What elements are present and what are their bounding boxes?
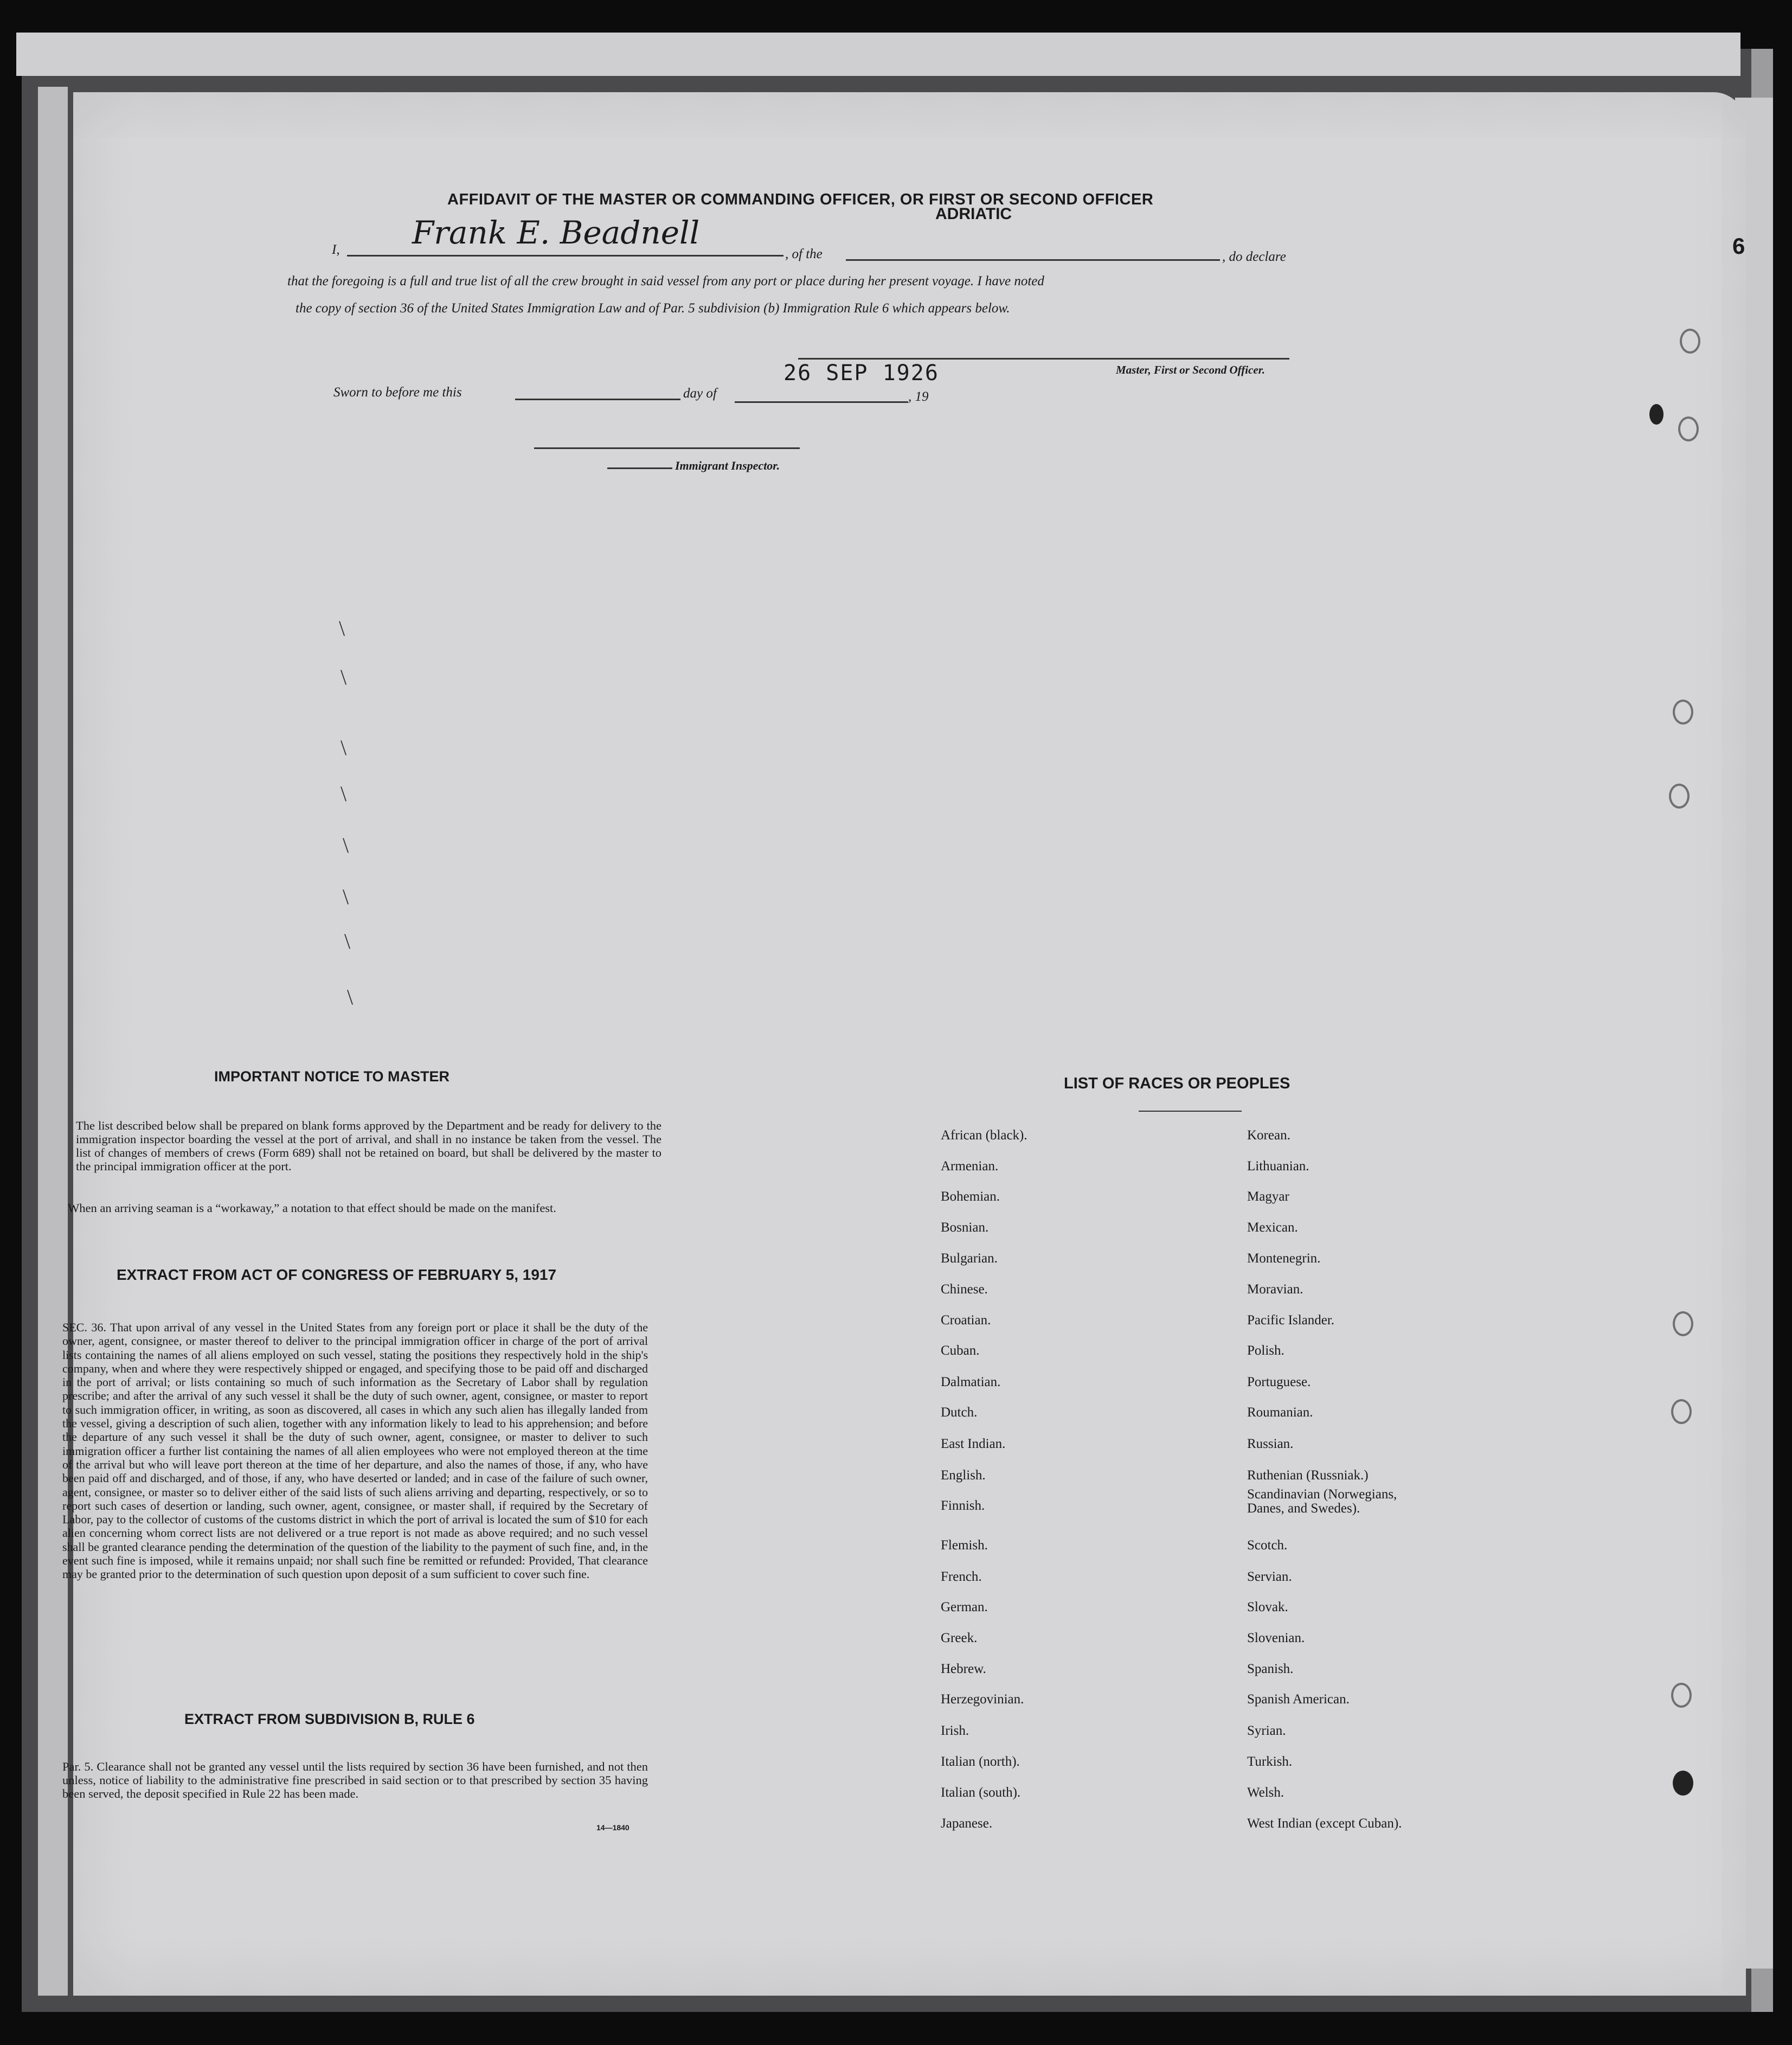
- races-left-item: Irish.: [941, 1723, 969, 1738]
- punch-hole: [1671, 1399, 1692, 1424]
- form-number: 14—1840: [596, 1823, 630, 1832]
- punch-hole: [1673, 1771, 1693, 1796]
- affidavit-line-3: the copy of section 36 of the United States Immigration Law and of Par. 5 subdivision (b) Immigration Rule 6 which appears below.: [296, 301, 1010, 316]
- rule-extract-text: Par. 5. Clearance shall not be granted any vessel until the lists required by section 36 have been furnished, and not then unless, notice of liability to the administrative fine prescribed in said section or to that prescribed by section 35 having been served, the deposit specified in Rule 22 has been made.: [62, 1760, 648, 1800]
- races-right-item: Spanish.: [1247, 1662, 1294, 1676]
- races-right-item: Lithuanian.: [1247, 1159, 1309, 1174]
- year-label: , 19: [908, 389, 929, 404]
- declare-label: , do declare: [1222, 249, 1286, 264]
- punch-hole: [1669, 784, 1690, 809]
- top-paper-edge: [16, 33, 1740, 76]
- races-right-item: Portuguese.: [1247, 1375, 1311, 1389]
- races-right-item: Ruthenian (Russniak.): [1247, 1468, 1369, 1483]
- date-stamp: 26 SEP 1926: [783, 361, 939, 386]
- sworn-label: Sworn to before me this: [333, 385, 462, 400]
- races-left-item: Finnish.: [941, 1498, 985, 1513]
- races-left-item: French.: [941, 1569, 982, 1584]
- races-left-item: English.: [941, 1468, 986, 1483]
- races-right-item: Spanish American.: [1247, 1692, 1350, 1707]
- races-left-item: Bosnian.: [941, 1220, 989, 1235]
- races-right-item: Pacific Islander.: [1247, 1313, 1335, 1328]
- races-title-rule: [1139, 1111, 1242, 1112]
- inspector-dash: [607, 467, 672, 469]
- races-left-item: Japanese.: [941, 1816, 993, 1831]
- check-mark: \: [343, 833, 349, 857]
- sworn-day-line: [515, 399, 680, 400]
- races-right-item: Scandinavian (Norwegians, Danes, and Swedes).: [1247, 1487, 1397, 1516]
- races-left-item: Bohemian.: [941, 1189, 1000, 1204]
- act-extract-text: SEC. 36. That upon arrival of any vessel in the United States from any foreign port or place it shall be the duty of the owner, agent, consignee, or master thereof to deliver to the principal immigration officer in charge of the port of arrival lists containing the names of all aliens employed on such vessel, stating the positions they respectively hold in the ship's company, when and where they were respectively shipped or engaged, and specifying those to be paid off and discharged in the port of arrival; or lists containing so much of such information as the Secretary of Labor shall by regulation prescribe; and after the arrival of any such vessel it shall be the duty of such owner, agent, consignee, or master to report to such immigration officer, in writing, as soon as discovered, all cases in which any such alien has illegally landed from the vessel, giving a description of such alien, together with any information likely to lead to his apprehension; and before the departure of any such vessel it shall be the duty of such owner, agent, consignee, or master to deliver to such immigration officer a further list containing the names of all alien employees who were not employed thereon at the time of the arrival but who will leave port thereon at the time of her departure, and also the names of those, if any, who have been paid off and discharged, and of those, if any, who have deserted or landed; and in case of the failure of such owner, agent, consignee, or master so to deliver either of the said lists of such aliens arriving and departing, respectively, or so to report such cases of desertion or landing, such owner, agent, consignee, or master shall, if required by the Secretary of Labor, pay to the collector of customs of the customs district in which the port of arrival is located the sum of $10 for each alien concerning whom correct lists are not delivered or a true report is not made as above required; and no such vessel shall be granted clearance pending the determination of the question of the liability to the payment of such fine, and, in the event such fine is imposed, while it remains unpaid; nor shall such fine be remitted or refunded: Provided, That clearance may be granted prior to the determination of such question upon deposit of a sum sufficient to cover such fine.: [62, 1320, 648, 1581]
- master-label: Master, First or Second Officer.: [1116, 363, 1265, 376]
- races-left-item: German.: [941, 1600, 988, 1614]
- punch-hole: [1649, 404, 1663, 425]
- races-left-item: Croatian.: [941, 1313, 991, 1328]
- races-left-item: Bulgarian.: [941, 1251, 998, 1266]
- check-mark: \: [344, 929, 351, 953]
- rule-extract-title: EXTRACT FROM SUBDIVISION B, RULE 6: [184, 1711, 475, 1727]
- notice-title: IMPORTANT NOTICE TO MASTER: [214, 1068, 449, 1085]
- races-right-item: West Indian (except Cuban).: [1247, 1816, 1402, 1831]
- races-left-item: Greek.: [941, 1631, 978, 1645]
- races-left-item: Hebrew.: [941, 1662, 986, 1676]
- races-left-item: Cuban.: [941, 1343, 980, 1358]
- left-paper-edge: [38, 87, 68, 1996]
- races-left-item: Armenian.: [941, 1159, 999, 1174]
- races-left-item: East Indian.: [941, 1437, 1006, 1451]
- races-right-item: Magyar: [1247, 1189, 1289, 1204]
- of-the-label: , of the: [785, 247, 823, 261]
- notice-paragraph-2: When an arriving seaman is a “workaway,” a notation to that effect should be made on the manifest.: [68, 1201, 556, 1215]
- races-left-item: Chinese.: [941, 1282, 988, 1297]
- races-title: LIST OF RACES OR PEOPLES: [1064, 1075, 1290, 1092]
- master-signature-line: [798, 358, 1289, 360]
- punch-hole: [1671, 1683, 1692, 1708]
- races-left-item: Italian (north).: [941, 1754, 1020, 1769]
- act-extract-title: EXTRACT FROM ACT OF CONGRESS OF FEBRUARY 5, 1917: [117, 1266, 557, 1283]
- sworn-month-line: [735, 401, 908, 403]
- races-left-item: Herzegovinian.: [941, 1692, 1024, 1707]
- punch-hole: [1673, 1311, 1693, 1336]
- races-right-item: Mexican.: [1247, 1220, 1298, 1235]
- master-signature: Frank E. Beadnell: [412, 214, 700, 251]
- inspector-signature-line: [534, 447, 800, 449]
- check-mark: \: [341, 735, 347, 760]
- races-right-item: Korean.: [1247, 1128, 1290, 1143]
- races-right-item: Montenegrin.: [1247, 1251, 1321, 1266]
- check-mark: \: [347, 985, 354, 1009]
- races-left-item: Italian (south).: [941, 1785, 1021, 1800]
- punch-hole: [1680, 329, 1700, 354]
- vessel-line: [846, 259, 1220, 261]
- races-left-item: Dutch.: [941, 1405, 978, 1420]
- check-mark: \: [341, 665, 347, 689]
- races-right-item: Servian.: [1247, 1569, 1292, 1584]
- ship-name: ADRIATIC: [935, 205, 1012, 223]
- day-of-label: day of: [683, 386, 717, 401]
- check-mark: \: [339, 616, 345, 640]
- races-left-item: African (black).: [941, 1128, 1027, 1143]
- races-left-item: Dalmatian.: [941, 1375, 1001, 1389]
- notice-paragraph-1: The list described below shall be prepared on blank forms approved by the Department and be ready for delivery to the immigration inspector boarding the vessel at the port of arrival, and shall in no instance be taken from the vessel. The list of changes of members of crews (Form 689) shall not be retained on board, but shall be delivered by the master to the principal immigration officer at the port.: [76, 1119, 661, 1173]
- races-right-item: Slovenian.: [1247, 1631, 1305, 1645]
- declarant-prefix: I,: [332, 242, 340, 257]
- races-right-item: Slovak.: [1247, 1600, 1288, 1614]
- races-right-item: Russian.: [1247, 1437, 1294, 1451]
- affidavit-title: AFFIDAVIT OF THE MASTER OR COMMANDING OFFICER, OR FIRST OR SECOND OFFICER: [447, 191, 1154, 208]
- punch-hole: [1678, 416, 1699, 441]
- check-mark: \: [341, 781, 347, 806]
- races-right-item: Polish.: [1247, 1343, 1284, 1358]
- inspector-label: Immigrant Inspector.: [675, 459, 780, 472]
- races-left-item: Flemish.: [941, 1538, 988, 1553]
- affidavit-line-2: that the foregoing is a full and true list of all the crew brought in said vessel from any port or place during her present voyage. I have noted: [287, 274, 1044, 289]
- races-right-item: Welsh.: [1247, 1785, 1284, 1800]
- races-right-item: Moravian.: [1247, 1282, 1303, 1297]
- races-right-item: Syrian.: [1247, 1723, 1286, 1738]
- name-line: [347, 255, 783, 257]
- races-right-item: Roumanian.: [1247, 1405, 1313, 1420]
- races-right-item: Scotch.: [1247, 1538, 1288, 1553]
- check-mark: \: [343, 884, 349, 909]
- races-right-item: Turkish.: [1247, 1754, 1293, 1769]
- punch-hole: [1673, 700, 1693, 725]
- page-number: 6: [1732, 233, 1745, 259]
